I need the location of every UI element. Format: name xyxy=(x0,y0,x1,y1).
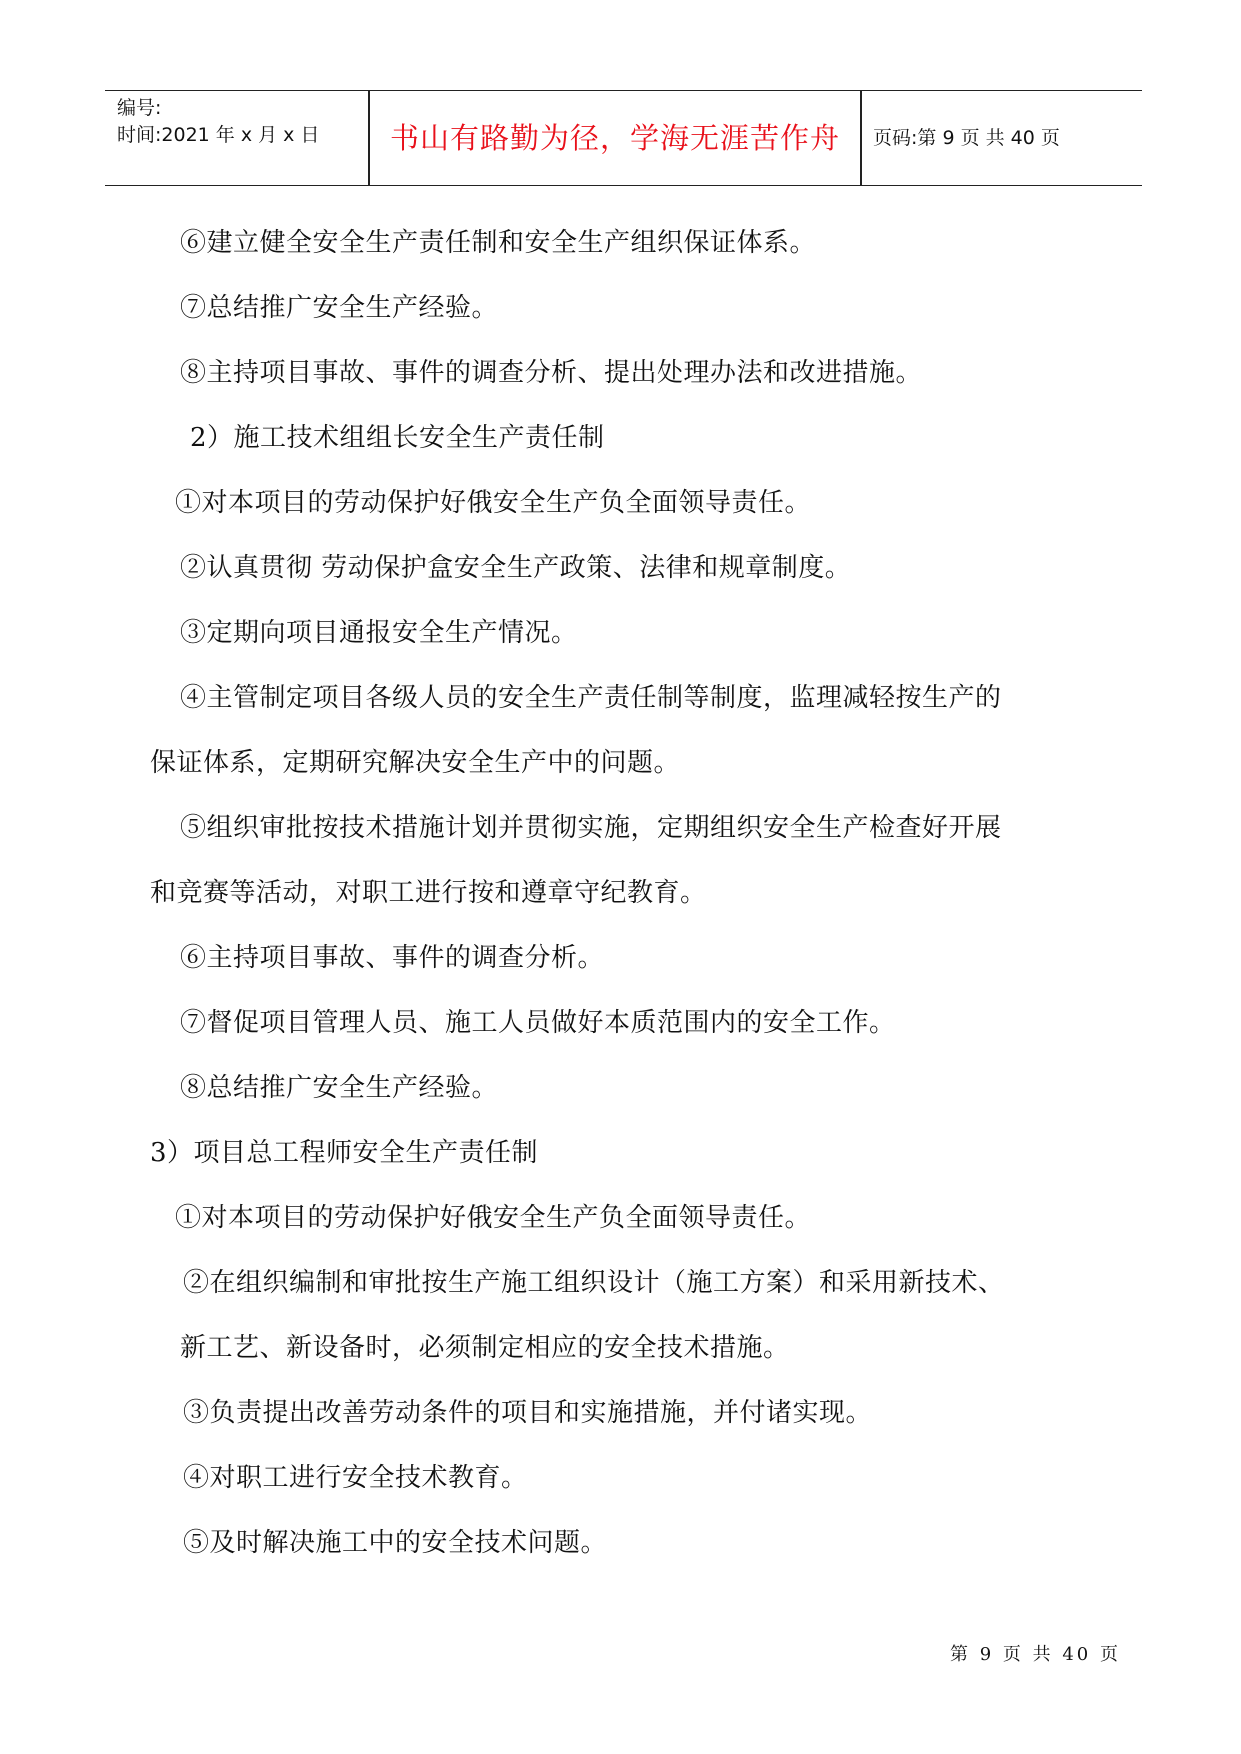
body-line: ⑤及时解决施工中的安全技术问题。 xyxy=(183,1528,608,1558)
header-divider-right xyxy=(860,91,862,185)
body-line: ⑧主持项目事故、事件的调查分析、提出处理办法和改进措施。 xyxy=(180,358,923,388)
section-heading: 3）项目总工程师安全生产责任制 xyxy=(150,1138,539,1168)
body-line: ①对本项目的劳动保护好俄安全生产负全面领导责任。 xyxy=(175,488,812,518)
header-meta xyxy=(117,95,319,149)
body-line: ③定期向项目通报安全生产情况。 xyxy=(180,618,578,648)
body-line: 保证体系，定期研究解决安全生产中的问题。 xyxy=(150,748,681,778)
body-line: ⑦总结推广安全生产经验。 xyxy=(180,293,499,323)
body-line: ⑧总结推广安全生产经验。 xyxy=(180,1073,499,1103)
header-motto: 书山有路勤为径，学海无涯苦作舟 xyxy=(389,121,840,155)
header-page-label: 页码:第 9 页 共 40 页 xyxy=(873,127,1060,149)
body-line: ④主管制定项目各级人员的安全生产责任制等制度，监理减轻按生产的 xyxy=(180,683,1002,713)
body-line: ⑥建立健全安全生产责任制和安全生产组织保证体系。 xyxy=(180,228,817,258)
header-time-label: 时间:2021 年 x 月 x 日 xyxy=(117,124,320,146)
body-line: ⑤组织审批按技术措施计划并贯彻实施，定期组织安全生产检查好开展 xyxy=(180,813,1002,843)
page-header xyxy=(105,90,1142,186)
body-line: ②认真贯彻 劳动保护盒安全生产政策、法律和规章制度。 xyxy=(180,553,852,583)
header-number-label: 编号: xyxy=(117,97,162,119)
body-line: ④对职工进行安全技术教育。 xyxy=(183,1463,528,1493)
body-line: ①对本项目的劳动保护好俄安全生产负全面领导责任。 xyxy=(175,1203,812,1233)
body-line: ③负责提出改善劳动条件的项目和实施措施，并付诸实现。 xyxy=(183,1398,873,1428)
body-line: ⑦督促项目管理人员、施工人员做好本质范围内的安全工作。 xyxy=(180,1008,896,1038)
section-heading: 2）施工技术组组长安全生产责任制 xyxy=(190,423,605,453)
page-footer: 第 9 页 共 40 页 xyxy=(950,1644,1121,1665)
body-line: ⑥主持项目事故、事件的调查分析。 xyxy=(180,943,605,973)
body-line: 和竞赛等活动，对职工进行按和遵章守纪教育。 xyxy=(150,878,707,908)
body-line: ②在组织编制和审批按生产施工组织设计（施工方案）和采用新技术、 xyxy=(183,1268,1005,1298)
body-line: 新工艺、新设备时，必须制定相应的安全技术措施。 xyxy=(180,1333,790,1363)
